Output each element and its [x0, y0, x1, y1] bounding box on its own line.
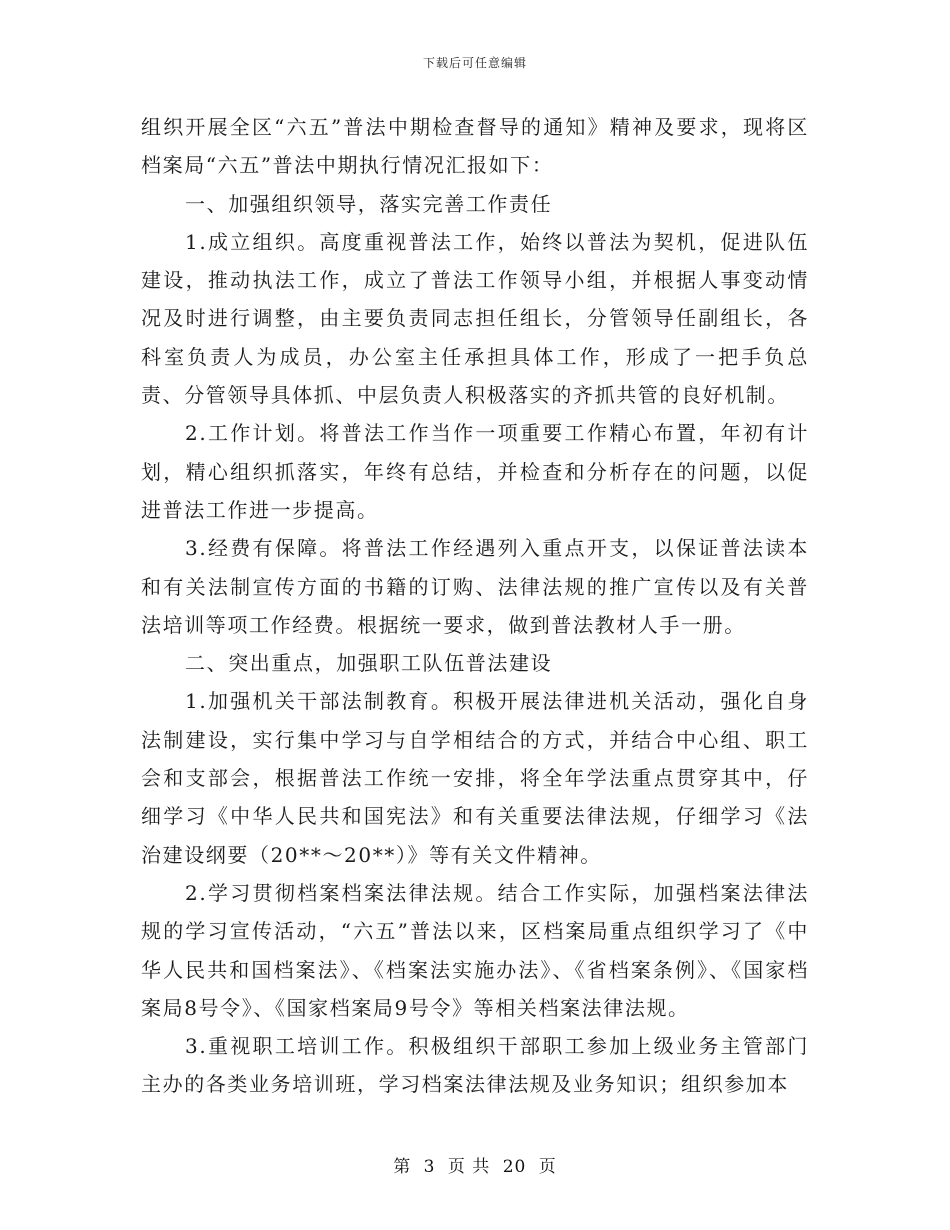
paragraph-2-2: 2.学习贯彻档案档案法律法规。结合工作实际，加强档案法律法规的学习宣传活动，“六五”普法以来，区档案局重点组织学习了《中华人民共和国档案法》、《档案法实施办法》、《省档案条例》、《国家档案局8号令》、《国家档案局9号令》等相关档案法律法规。: [141, 880, 809, 1020]
total-pages-number: 20: [502, 1157, 527, 1177]
header-note: 下载后可任意编辑: [422, 56, 527, 70]
footer-prefix: 第: [393, 1157, 412, 1177]
page-footer: [0, 1152, 950, 1177]
section-heading-1: 一、加强组织领导，落实完善工作责任: [185, 191, 553, 216]
paragraph-2-3: 3.重视职工培训工作。积极组织干部职工参加上级业务主管部门主办的各类业务培训班，学习档案法律法规及业务知识；组织参加本: [141, 1034, 809, 1097]
footer-suffix: 页: [538, 1157, 557, 1177]
paragraph-intro: 组织开展全区“六五”普法中期检查督导的通知》精神及要求，现将区档案局“六五”普法中期执行情况汇报如下：: [141, 115, 809, 178]
current-page-number: 3: [423, 1157, 436, 1177]
footer-middle: 页 共: [447, 1157, 491, 1177]
paragraph-1-3: 3.经费有保障。将普法工作经遇列入重点开支，以保证普法读本和有关法制宣传方面的书籍的订购、法律法规的推广宣传以及有关普法培训等项工作经费。根据统一要求，做到普法教材人手一册。: [141, 536, 809, 637]
section-heading-2: 二、突出重点，加强职工队伍普法建设: [185, 651, 553, 676]
paragraph-1-1: 1.成立组织。高度重视普法工作，始终以普法为契机，促进队伍建设，推动执法工作，成立了普法工作领导小组，并根据人事变动情况及时进行调整，由主要负责同志担任组长，分管领导任副组长，各科室负责人为成员，办公室主任承担具体工作，形成了一把手负总责、分管领导具体抓、中层负责人积极落实的齐抓共管的良好机制。: [141, 229, 809, 408]
paragraph-1-2: 2.工作计划。将普法工作当作一项重要工作精心布置，年初有计划，精心组织抓落实，年终有总结，并检查和分析存在的问题，以促进普法工作进一步提高。: [141, 421, 809, 522]
paragraph-2-1: 1.加强机关干部法制教育。积极开展法律进机关活动，强化自身法制建设，实行集中学习与自学相结合的方式，并结合中心组、职工会和支部会，根据普法工作统一安排，将全年学法重点贯穿其中，仔细学习《中华人民共和国宪法》和有关重要法律法规，仔细学习《法治建设纲要（20**～20**）》等有关文件精神。: [141, 689, 809, 867]
document-body: [141, 108, 809, 1104]
